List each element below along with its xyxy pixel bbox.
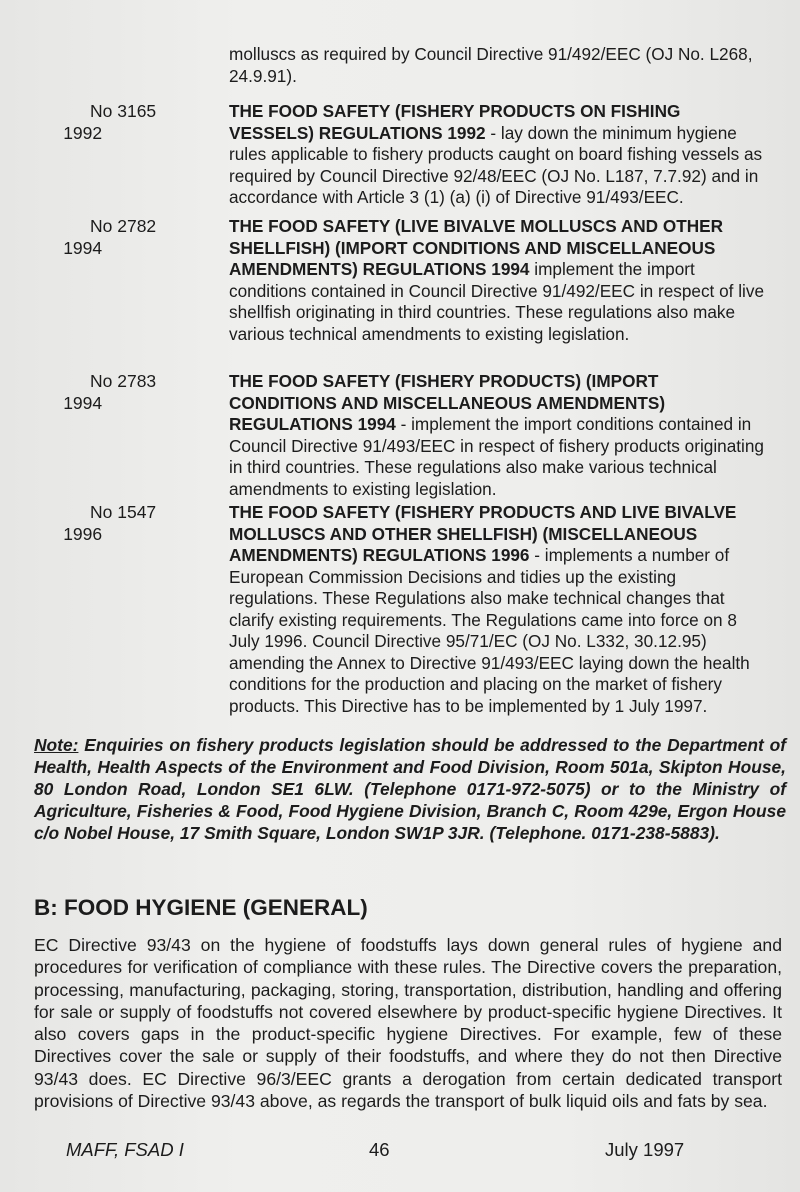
regulation-number: No 2783 [90,371,157,391]
regulation-year: 1994 [63,237,103,258]
page-number: 46 [369,1139,390,1160]
intro-paragraph: molluscs as required by Council Directive 91/492/EEC (OJ No. L268, 24.9.91). [229,44,753,86]
regulation-body: - lay down the minimum hygiene rules applicable to fishery products caught on board fishing vessels as required by Council Directive 92/48/EEC (OJ No. L187, 7.7.92) and in accordance with Article 3 (1) (a) (i) of Directive 91/493/EEC. [229,122,763,207]
regulation-title: THE FOOD SAFETY (FISHERY PRODUCTS) (IMPORT CONDITIONS AND MISCELLANEOUS AMENDMENTS) REGULATIONS 1994 [229,371,666,434]
regulation-reference [34,101,157,187]
regulation-title: THE FOOD SAFETY (LIVE BIVALVE MOLLUSCS AND OTHER SHELLFISH) (IMPORT CONDITIONS AND MISCELLANEOUS AMENDMENTS) REGULATIONS 1994 [229,216,723,279]
enquiries-note [34,734,786,844]
footer-date: July 1997 [605,1139,685,1160]
regulation-description [229,101,769,209]
section-heading: B: FOOD HYGIENE (GENERAL) [34,895,368,920]
regulation-year: 1996 [63,523,103,544]
section-paragraph: EC Directive 93/43 on the hygiene of foodstuffs lays down general rules of hygiene and procedures for verification of compliance with these rules. The Directive covers the preparation, processing, manufacturing, packaging, storing, transportation, distribution, handling and offering for sale or supply of foodstuffs not covered elsewhere by product-specific hygiene Directives. It also covers gaps in the product-specific hygiene Directives. For example, few of these Directives cover the sale or supply of their foodstuffs, and where they do not then Directive 93/43 does. EC Directive 96/3/EEC grants a derogation from certain dedicated transport provisions of Directive 93/43 above, as regards the transport of bulk liquid oils and fats by sea. [34,935,782,1112]
note-label: Note: [34,735,79,755]
footer-publisher: MAFF, FSAD I [66,1139,184,1160]
regulation-reference [34,371,157,457]
regulation-title: THE FOOD SAFETY (FISHERY PRODUCTS ON FISHING VESSELS) REGULATIONS 1992 [229,101,681,143]
regulation-number: No 2782 [90,216,157,236]
regulation-title: THE FOOD SAFETY (FISHERY PRODUCTS AND LIVE BIVALVE MOLLUSCS AND OTHER SHELLFISH) (MISCELLANEOUS AMENDMENTS) REGULATIONS 1996 [229,502,737,565]
regulation-reference [34,216,157,302]
regulation-number: No 1547 [90,502,157,522]
regulation-reference [34,502,157,588]
regulation-description [229,371,769,500]
regulation-year: 1994 [63,392,103,413]
regulation-body: - implements a number of European Commission Decisions and tidies up the existing regulations. These Regulations also make technical changes that clarify existing requirements. The Regulations came into force on 8 July 1996. Council Directive 95/71/EC (OJ No. L332, 30.12.95) amending the Annex to Directive 91/493/EEC laying down the health conditions for the production and placing on the market of fishery products. This Directive has to be implemented by 1 July 1997. [229,545,750,716]
regulation-body: - implement the import conditions contained in Council Directive 91/493/EEC in respect of fishery products originating in third countries. These regulations also make various technical amendments to existing legislation. [229,414,764,499]
regulation-year: 1992 [63,122,103,143]
regulation-number: No 3165 [90,101,157,121]
note-text: Enquiries on fishery products legislation should be addressed to the Department of Health, Health Aspects of the Environment and Food Division, Room 501a, Skipton House, 80 London Road, London SE1 6LW. (Telephone 0171-972-5075) or to the Ministry of Agriculture, Fisheries & Food, Food Hygiene Division, Branch C, Room 429e, Ergon House c/o Nobel House, 17 Smith Square, London SW1P 3JR. (Telephone. 0171-238-5883). [34,735,786,843]
regulation-description [229,502,769,717]
regulation-body: implement the import conditions contained in Council Directive 91/492/EEC in respect of live shellfish originating in third countries. These regulations also make various technical amendments to existing legislation. [229,259,765,344]
regulation-description [229,216,769,345]
